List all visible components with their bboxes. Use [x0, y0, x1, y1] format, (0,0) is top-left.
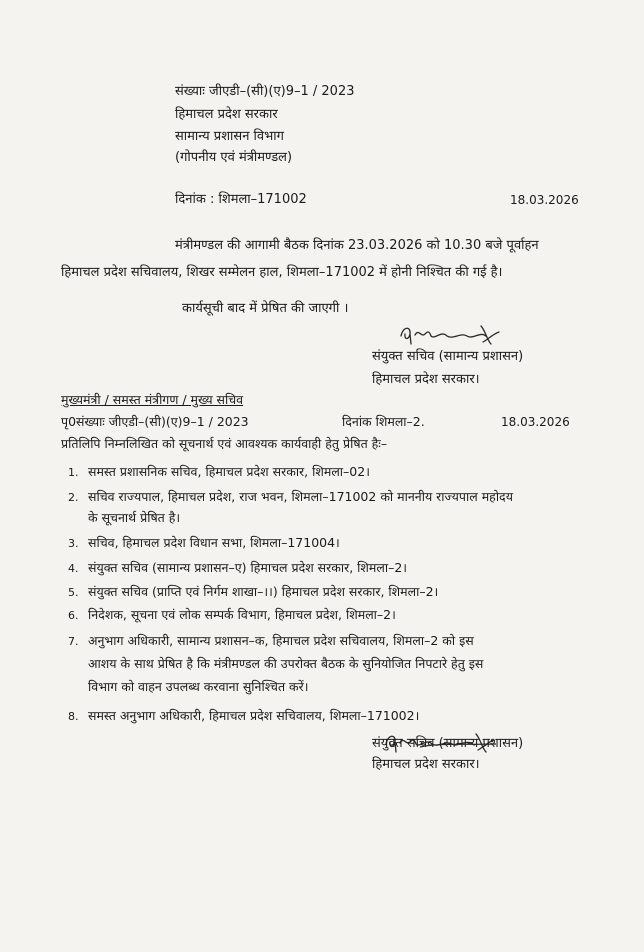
government-name: हिमाचल प्रदेश सरकार	[175, 107, 278, 122]
list-item-text: सचिव, हिमाचल प्रदेश विधान सभा, शिमला–171004।	[88, 535, 340, 550]
list-item-number: 3.	[68, 537, 79, 550]
endorsement-ref: पृ0संख्याः जीएडी–(सी)(ए)9–1 / 2023	[61, 414, 249, 429]
dateline-date: 18.03.2026	[510, 193, 579, 207]
list-item-number: 8.	[68, 710, 79, 723]
endorsement-intro: प्रतिलिपि निम्नलिखित को सूचनार्थ एवं आवश्यक कार्यवाही हेतु प्रेषित हैः–	[61, 436, 388, 451]
list-item-number: 1.	[68, 466, 79, 479]
list-item-text: विभाग को वाहन उपलब्ध करवाना सुनिश्चित करें।	[88, 679, 309, 694]
endorsement-date: 18.03.2026	[501, 415, 570, 429]
list-item-text: निदेशक, सूचना एवं लोक सम्पर्क विभाग, हिमाचल प्रदेश, शिमला–2।	[88, 607, 396, 622]
list-item-text: अनुभाग अधिकारी, सामान्य प्रशासन–क, हिमाचल प्रदेश सचिवालय, शिमला–2 को इस	[88, 633, 474, 648]
list-item-number: 6.	[68, 609, 79, 622]
list-item-number: 2.	[68, 491, 79, 504]
body-line-2: हिमाचल प्रदेश सचिवालय, शिखर सम्मेलन हाल, शिमला–171002 में होनी निश्चित की गई है।	[61, 265, 503, 280]
list-item-text: समस्त अनुभाग अधिकारी, हिमाचल प्रदेश सचिवालय, शिमला–171002।	[88, 708, 420, 723]
section-name: (गोपनीय एवं मंत्रीमण्डल)	[175, 150, 293, 165]
list-item-number: 7.	[68, 635, 79, 648]
body-line-3: कार्यसूची बाद में प्रेषित की जाएगी ।	[182, 301, 349, 316]
list-item-text: संयुक्त सचिव (सामान्य प्रशासन–ए) हिमाचल प्रदेश सरकार, शिमला–2।	[88, 560, 408, 575]
signature-2-government: हिमाचल प्रदेश सरकार।	[372, 757, 480, 772]
recipients-line: मुख्यमंत्री / समस्त मंत्रीगण / मुख्य सचिव	[61, 392, 244, 407]
list-item-number: 4.	[68, 562, 79, 575]
dateline-place: दिनांक : शिमला–171002	[175, 192, 307, 207]
list-item-text: आशय के साथ प्रेषित है कि मंत्रीमण्डल की उपरोक्त बैठक के सुनियोजित निपटारे हेतु इस	[88, 656, 484, 671]
body-line-1: मंत्रीमण्डल की आगामी बैठक दिनांक 23.03.2026 को 10.30 बजे पूर्वाहन	[175, 238, 539, 253]
signature-1-government: हिमाचल प्रदेश सरकार।	[372, 372, 480, 387]
signature-1-image	[395, 318, 505, 350]
list-item-number: 5.	[68, 586, 79, 599]
signature-1-designation: संयुक्त सचिव (सामान्य प्रशासन)	[372, 349, 524, 364]
reference-number: संख्याः जीएडी–(सी)(ए)9–1 / 2023	[175, 84, 355, 99]
list-item-text: के सूचनार्थ प्रेषित है।	[88, 510, 181, 525]
list-item-text: समस्त प्रशासनिक सचिव, हिमाचल प्रदेश सरकार, शिमला–02।	[88, 464, 370, 479]
department-name: सामान्य प्रशासन विभाग	[175, 129, 284, 144]
endorsement-place: दिनांक शिमला–2.	[342, 414, 425, 429]
list-item-text: सचिव राज्यपाल, हिमाचल प्रदेश, राज भवन, शिमला–171002 को माननीय राज्यपाल महोदय	[88, 489, 513, 504]
signature-2-designation: संयुक्त सचिव (सामान्य प्रशासन)	[372, 736, 524, 751]
list-item-text: संयुक्त सचिव (प्राप्ति एवं निर्गम शाखा–।।) हिमाचल प्रदेश सरकार, शिमला–2।	[88, 584, 439, 599]
strike-mark	[418, 739, 498, 751]
